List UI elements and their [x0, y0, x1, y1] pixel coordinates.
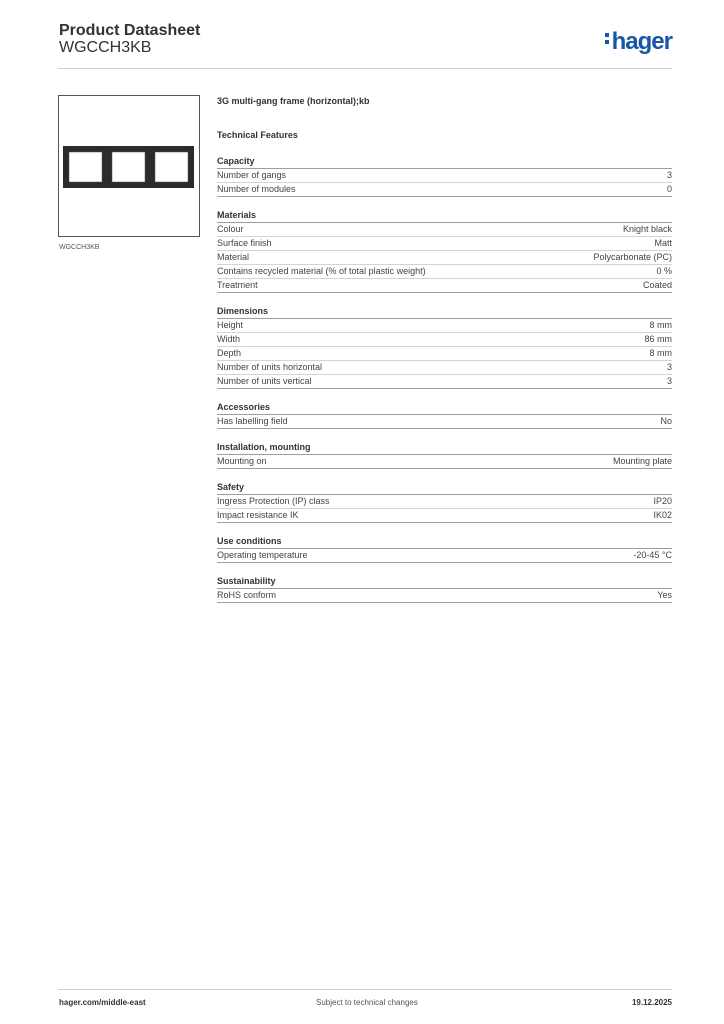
- spec-row: [217, 169, 672, 183]
- footer-date: 19.12.2025: [631, 998, 672, 1007]
- spec-label: Depth: [217, 348, 242, 358]
- footer-website[interactable]: hager.com/middle-east: [59, 998, 146, 1007]
- spec-value: Polycarbonate (PC): [593, 252, 672, 262]
- image-caption: WGCCH3KB: [59, 244, 100, 251]
- spec-value: 8 mm: [649, 320, 672, 330]
- section-title: Installation, mounting: [217, 442, 672, 455]
- spec-row: [217, 319, 672, 333]
- spec-row: [217, 223, 672, 237]
- spec-value: 3: [666, 362, 672, 372]
- spec-value: 8 mm: [649, 348, 672, 358]
- spec-value: Matt: [654, 238, 672, 248]
- spec-row: [217, 495, 672, 509]
- spec-section: [217, 536, 672, 563]
- footer-divider: [58, 989, 672, 990]
- spec-value: 0 %: [656, 266, 672, 276]
- spec-value: 0: [666, 184, 672, 194]
- spec-label: Surface finish: [217, 238, 272, 248]
- spec-row: [217, 589, 672, 603]
- spec-label: Number of gangs: [217, 170, 287, 180]
- spec-value: Mounting plate: [612, 456, 672, 466]
- spec-row: [217, 361, 672, 375]
- spec-value: 3: [666, 170, 672, 180]
- section-title: Accessories: [217, 402, 672, 415]
- spec-value: -20-45 °C: [633, 550, 672, 560]
- spec-section: [217, 306, 672, 389]
- spec-section: [217, 210, 672, 293]
- spec-label: Material: [217, 252, 250, 262]
- section-title: Materials: [217, 210, 672, 223]
- spec-value: Knight black: [622, 224, 672, 234]
- spec-row: [217, 549, 672, 563]
- spec-row: [217, 183, 672, 197]
- page-title: Product Datasheet: [59, 22, 201, 39]
- spec-row: [217, 347, 672, 361]
- spec-label: Operating temperature: [217, 550, 308, 560]
- product-name: 3G multi-gang frame (horizontal);kb: [217, 96, 370, 106]
- section-title: Dimensions: [217, 306, 672, 319]
- footer-notice: Subject to technical changes: [316, 998, 418, 1007]
- spec-row: [217, 251, 672, 265]
- spec-section: [217, 442, 672, 469]
- datasheet-content: [217, 96, 672, 603]
- spec-label: Number of units vertical: [217, 376, 312, 386]
- spec-section: [217, 402, 672, 429]
- product-image: [58, 95, 200, 237]
- frame-illustration: [59, 96, 199, 236]
- spec-value: IP20: [653, 496, 672, 506]
- spec-row: [217, 333, 672, 347]
- hager-logo: [605, 28, 672, 56]
- spec-section: [217, 156, 672, 197]
- features-heading: Technical Features: [217, 130, 298, 140]
- product-code: WGCCH3KB: [59, 39, 152, 56]
- spec-section: [217, 576, 672, 603]
- spec-label: Impact resistance IK: [217, 510, 299, 520]
- header-divider: [58, 68, 672, 69]
- spec-row: [217, 455, 672, 469]
- spec-label: Number of modules: [217, 184, 296, 194]
- spec-value: IK02: [653, 510, 672, 520]
- logo-dots-icon: [605, 30, 610, 47]
- spec-row: [217, 375, 672, 389]
- spec-label: Colour: [217, 224, 244, 234]
- section-title: Use conditions: [217, 536, 672, 549]
- spec-section: [217, 482, 672, 523]
- spec-value: No: [660, 416, 672, 426]
- spec-label: Height: [217, 320, 244, 330]
- spec-row: [217, 509, 672, 523]
- spec-label: RoHS conform: [217, 590, 277, 600]
- spec-row: [217, 279, 672, 293]
- section-title: Sustainability: [217, 576, 672, 589]
- spec-label: Mounting on: [217, 456, 267, 466]
- spec-label: Contains recycled material (% of total plastic weight): [217, 266, 426, 276]
- spec-row: [217, 415, 672, 429]
- spec-row: [217, 237, 672, 251]
- section-title: Capacity: [217, 156, 672, 169]
- spec-row: [217, 265, 672, 279]
- spec-value: 3: [666, 376, 672, 386]
- spec-label: Has labelling field: [217, 416, 288, 426]
- spec-label: Number of units horizontal: [217, 362, 323, 372]
- section-title: Safety: [217, 482, 672, 495]
- spec-label: Width: [217, 334, 241, 344]
- spec-value: Yes: [657, 590, 672, 600]
- spec-value: Coated: [642, 280, 672, 290]
- spec-label: Ingress Protection (IP) class: [217, 496, 330, 506]
- spec-value: 86 mm: [644, 334, 672, 344]
- logo-text: hager: [611, 28, 672, 55]
- spec-label: Treatment: [217, 280, 258, 290]
- spec-sections: [217, 156, 672, 603]
